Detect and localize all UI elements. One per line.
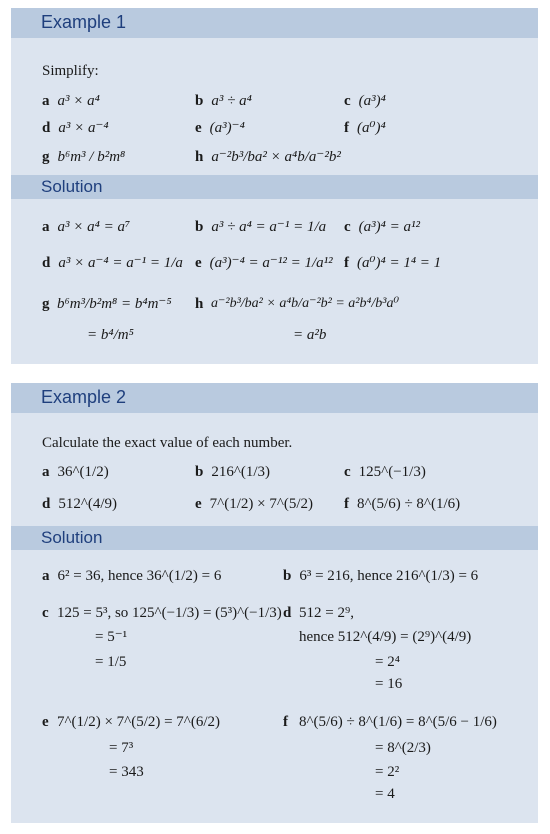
ex2-q-d: d 512^(4/9) — [42, 496, 118, 512]
ex2-a-f-key: f — [283, 714, 288, 730]
ex2-a-d-line-1: 512 = 2⁹, — [299, 605, 354, 621]
ex2-a-d-line-3: = 2⁴ — [375, 654, 400, 670]
ex2-a-d-line-4: = 16 — [375, 676, 403, 692]
example-1-card — [11, 8, 538, 364]
ex2-a-f-line-2: = 8^(2/3) — [375, 740, 431, 756]
ex2-q-f: f 8^(5/6) ÷ 8^(1/6) — [344, 496, 461, 512]
ex1-a-g-line-2: = b⁴/m⁵ — [87, 327, 134, 343]
example-2-card — [11, 383, 538, 823]
example-1-header — [11, 8, 538, 38]
ex2-a-f-line-1: 8^(5/6) ÷ 8^(1/6) = 8^(5/6 − 1/6) — [299, 714, 497, 730]
ex2-q-e: e 7^(1/2) × 7^(5/2) — [195, 496, 314, 512]
ex2-q-c: c 125^(−1/3) — [344, 464, 426, 480]
ex2-a-f-line-3: = 2² — [375, 764, 400, 780]
ex2-a-d-key: d — [283, 605, 292, 621]
example-2-header — [11, 383, 538, 413]
ex1-a-g-line-1: b⁶m³/b²m⁸ = b⁴m⁻⁵ — [57, 296, 172, 312]
ex2-a-e-line-3: = 343 — [109, 764, 144, 780]
example-2-title: Example 2 — [41, 387, 127, 407]
ex2-a-c-key: c — [42, 605, 49, 621]
ex1-a-g-key: g — [42, 296, 50, 312]
example-2-solution-title: Solution — [41, 528, 103, 547]
ex1-a-h-line-2: = a²b — [293, 327, 327, 343]
ex1-a-f: f (a⁰)⁴ = 1⁴ = 1 — [344, 255, 442, 271]
ex2-a-a: a 6² = 36, hence 36^(1/2) = 6 — [42, 568, 222, 584]
ex2-a-c-line-1: 125 = 5³, so 125^(−1/3) = (5³)^(−1/3) — [57, 605, 282, 621]
example-1-solution-header — [11, 175, 538, 199]
ex1-a-h-line-1: a⁻²b³/ba² × a⁴b/a⁻²b² = a²b⁴/b³a⁰ — [211, 296, 400, 311]
ex1-q-b: b a³ ÷ a⁴ — [195, 93, 252, 109]
ex2-q-a: a 36^(1/2) — [42, 464, 109, 480]
ex1-q-a: a a³ × a⁴ — [42, 93, 100, 109]
ex2-a-e-line-2: = 7³ — [109, 740, 134, 756]
example-1-instruction: Simplify: — [42, 63, 99, 79]
ex2-q-b: b 216^(1/3) — [195, 464, 271, 480]
ex1-q-f: f (a⁰)⁴ — [344, 120, 386, 136]
ex1-a-e: e (a³)⁻⁴ = a⁻¹² = 1/a¹² — [195, 255, 333, 271]
ex2-a-c-line-2: = 5⁻¹ — [95, 629, 128, 645]
ex1-q-h: h a⁻²b³/ba² × a⁴b/a⁻²b² — [195, 149, 341, 165]
ex2-a-e-key: e — [42, 714, 49, 730]
ex2-a-d-line-2: hence 512^(4/9) = (2⁹)^(4/9) — [299, 629, 472, 645]
ex2-a-c-line-3: = 1/5 — [95, 654, 127, 670]
ex1-a-b: b a³ ÷ a⁴ = a⁻¹ = 1/a — [195, 219, 327, 235]
ex2-a-e-line-1: 7^(1/2) × 7^(5/2) = 7^(6/2) — [57, 714, 221, 730]
ex1-q-e: e (a³)⁻⁴ — [195, 120, 245, 136]
example-2-instruction: Calculate the exact value of each number. — [42, 435, 293, 451]
ex1-a-d: d a³ × a⁻⁴ = a⁻¹ = 1/a — [42, 255, 183, 271]
ex2-a-f-line-4: = 4 — [375, 786, 395, 802]
example-2-solution-header — [11, 526, 538, 550]
ex1-q-g: g b⁶m³ / b²m⁸ — [42, 149, 126, 165]
example-1-solution-title: Solution — [41, 177, 103, 196]
ex1-q-c: c (a³)⁴ — [344, 93, 386, 109]
ex2-a-b: b 6³ = 216, hence 216^(1/3) = 6 — [283, 568, 479, 584]
ex1-q-d: d a³ × a⁻⁴ — [42, 120, 109, 136]
ex1-a-c: c (a³)⁴ = a¹² — [344, 219, 420, 235]
ex1-a-h-key: h — [195, 296, 204, 312]
example-1-title: Example 1 — [41, 12, 127, 32]
ex1-a-a: a a³ × a⁴ = a⁷ — [42, 219, 131, 235]
